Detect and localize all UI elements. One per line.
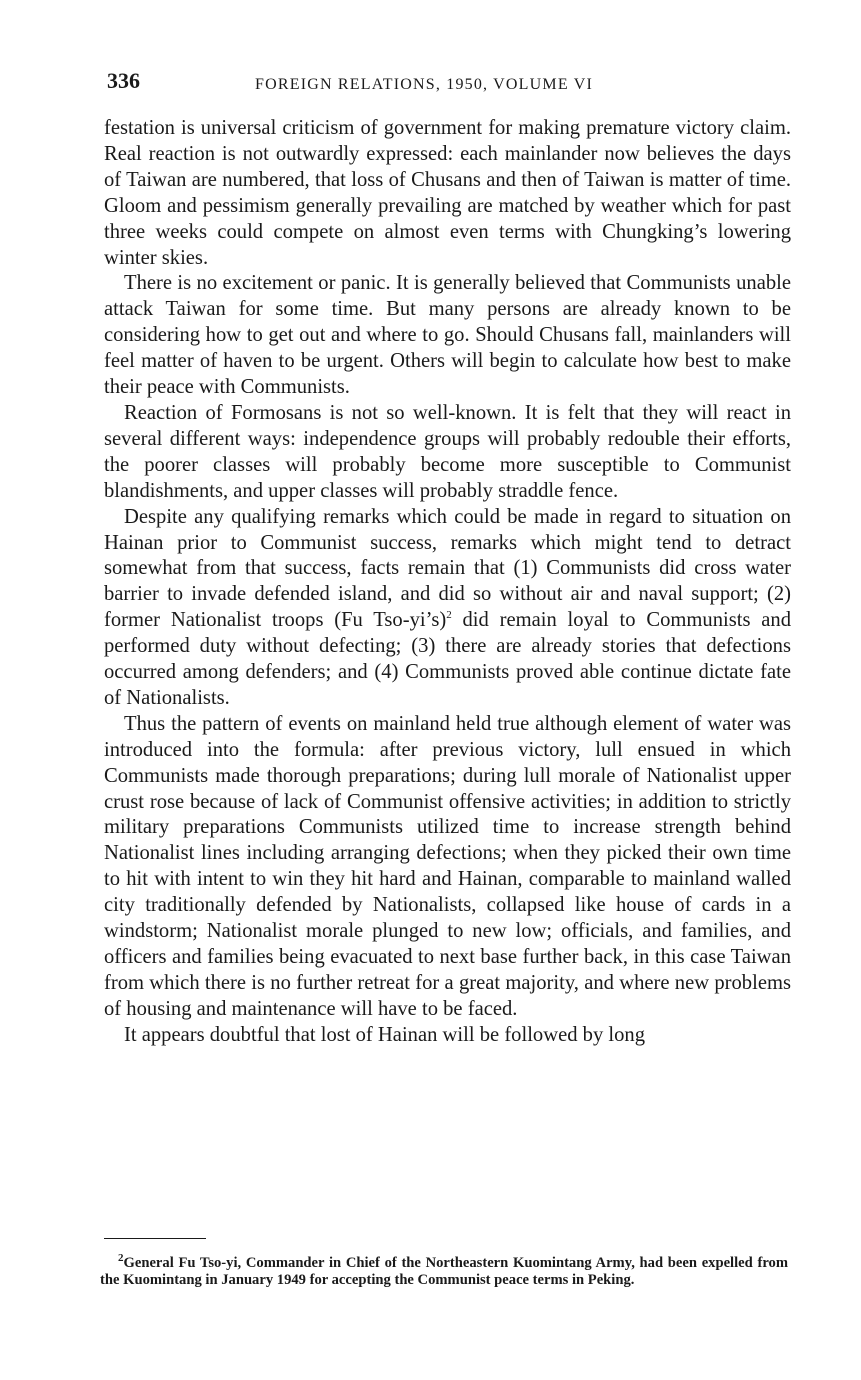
footnote-marker: 2 — [118, 1252, 124, 1265]
paragraph-4 — [104, 505, 791, 712]
running-head — [107, 68, 797, 98]
paragraph-5: Thus the pattern of events on mainland held true although element of water was introduced into the formula: after previous victory, lull ensued in which Communists made thorough preparations; during lull morale of Nationalist upper crust rose because of lack of Communist offensive activities; in addition to strictly military preparations Communists utilized time to increase strength behind Nationalist lines including arranging defections; when they picked their own time to hit with intent to win they hit hard and Hainan, comparable to mainland walled city traditionally defended by Nationalists, collapsed like house of cards in a windstorm; Nationalist morale plunged to new low; officials, and families, and officers and families being evacuated to next base further back, in this case Taiwan from which there is no further retreat for a great majority, and where new problems of housing and maintenance will have to be faced. — [104, 712, 791, 1020]
paragraph-1: festation is universal criticism of government for making premature victory claim. Real reaction is not outwardly expressed: each mainlander now believes the days of Taiwan are numbered, that loss of Chusans and then of Taiwan is matter of time. Gloom and pessimism generally prevailing are matched by weather which for past three weeks could compete on almost even terms with Chungking’s lowering winter skies. — [104, 117, 791, 269]
paragraph-4-part-1: Despite any qualifying remarks which could be made in regard to situation on Hainan prior to Communist success, remarks which might tend to detract somewhat from that success, facts remain that (1) Communists did cross water barrier to invade defended island, and did so without air and naval support; (2) former Nationalist troops (Fu Tso-yi’s) — [104, 505, 791, 632]
paragraph-4-part-2: did remain loyal to Communists and performed duty without defecting; (3) there are already stories that defections occurred among defenders; and (4) Communists proved able continue dictate fate of Nationalists. — [104, 609, 791, 709]
footnote — [100, 1252, 788, 1289]
running-title: FOREIGN RELATIONS, 1950, VOLUME VI — [255, 76, 593, 93]
footnote-reference: 2 — [446, 609, 452, 622]
body-text — [104, 116, 791, 1049]
paragraph-2: There is no excitement or panic. It is generally believed that Communists unable attack Taiwan for some time. But many persons are already known to be considering how to get out and where to go. Should Chusans fall, mainlanders will feel matter of haven to be urgent. Others will begin to calculate how best to make their peace with Communists. — [104, 272, 791, 399]
footnote-rule — [104, 1238, 206, 1239]
page-number: 336 — [107, 68, 140, 93]
footnote-text: General Fu Tso-yi, Commander in Chief of the Northeastern Kuomintang Army, had been expelled from the Kuomintang in January 1949 for accepting the Communist peace terms in Peking. — [100, 1255, 788, 1288]
paragraph-3: Reaction of Formosans is not so well-known. It is felt that they will react in several different ways: independence groups will probably redouble their efforts, the poorer classes will probably become more susceptible to Communist blandishments, and upper classes will probably straddle fence. — [104, 401, 791, 502]
paragraph-6: It appears doubtful that lost of Hainan will be followed by long — [124, 1023, 646, 1046]
